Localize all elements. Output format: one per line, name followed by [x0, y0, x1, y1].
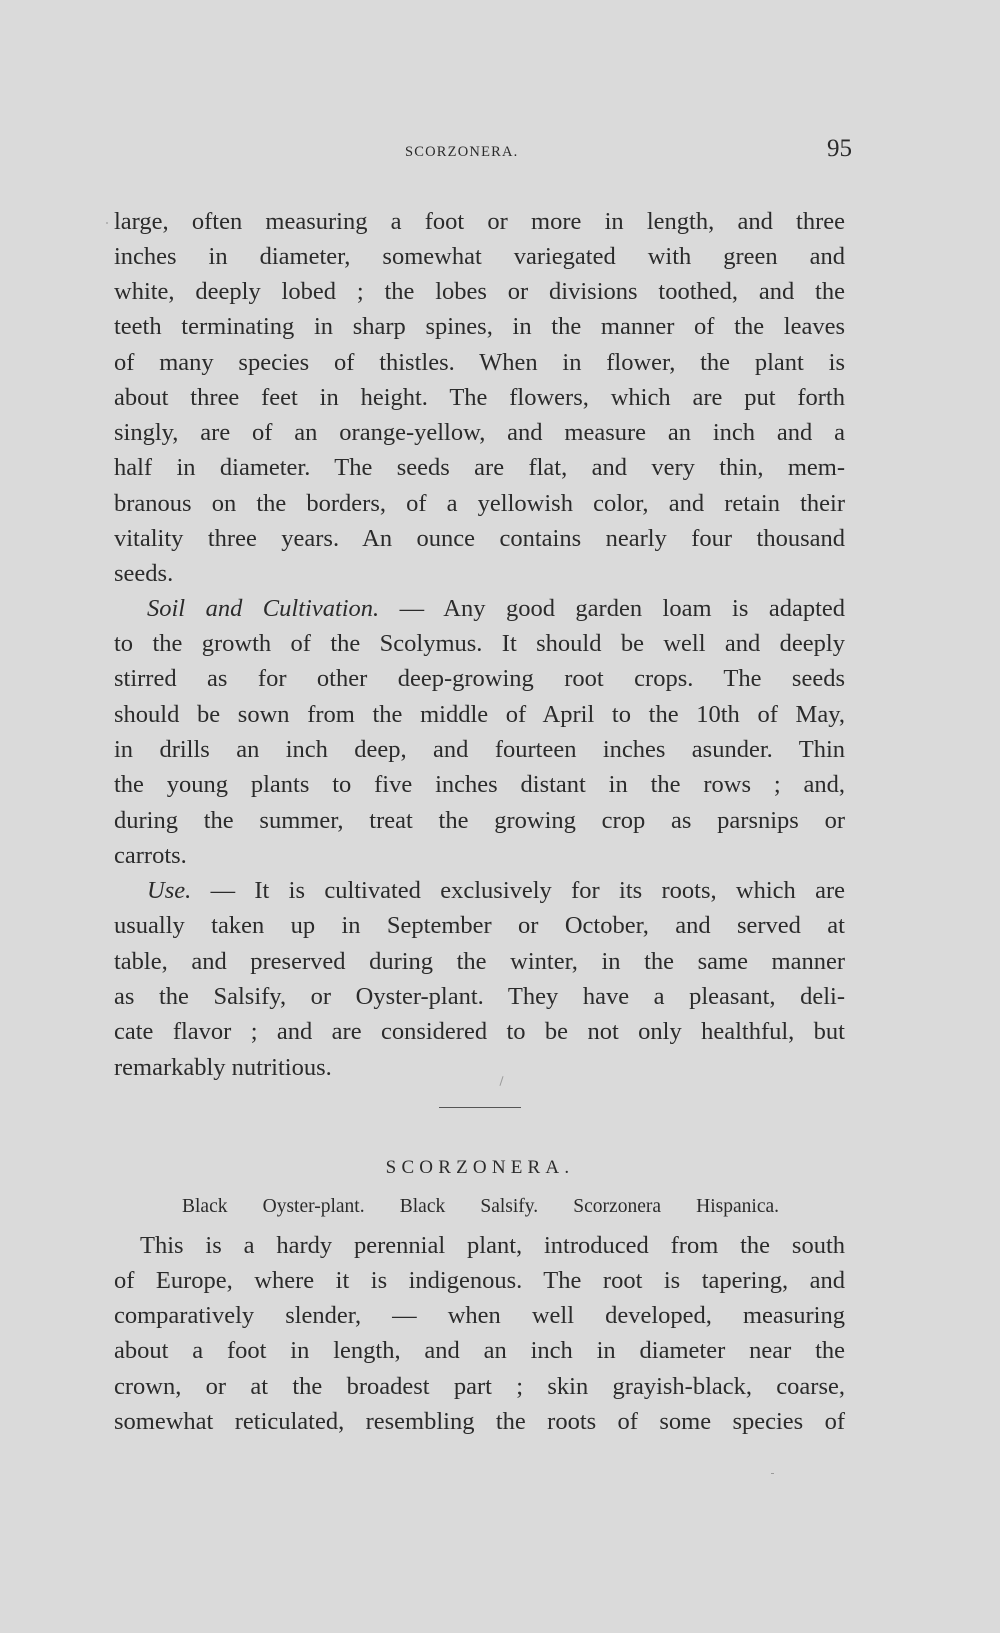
- text-line: in drills an inch deep, and fourteen inches asunder. Thin: [114, 736, 845, 763]
- text-line: of Europe, where it is indigenous. The root is tapering, and: [114, 1267, 845, 1294]
- text-line: This is a hardy perennial plant, introduced from the south: [140, 1232, 845, 1259]
- text-line: cate flavor ; and are considered to be not only healthful, but: [114, 1018, 845, 1045]
- text-line: teeth terminating in sharp spines, in the manner of the leaves: [114, 313, 845, 340]
- scan-speck: [106, 222, 108, 224]
- text-line: white, deeply lobed ; the lobes or divisions toothed, and the: [114, 278, 845, 305]
- text-span: — Any good garden loam is adapted: [399, 595, 846, 622]
- page-number: 95: [827, 135, 852, 162]
- text-line: singly, are of an orange-yellow, and measure an inch and a: [114, 419, 845, 446]
- text-line: the young plants to five inches distant in the rows ; and,: [114, 771, 845, 798]
- text-line: large, often measuring a foot or more in length, and three: [114, 208, 845, 235]
- use-heading: Use.: [147, 877, 192, 904]
- text-line: stirred as for other deep-growing root crops. The seeds: [114, 665, 845, 692]
- text-line: half in diameter. The seeds are flat, and very thin, mem-: [114, 454, 845, 481]
- running-head: SCORZONERA.: [405, 144, 519, 160]
- text-line: of many species of thistles. When in flower, the plant is: [114, 349, 845, 376]
- soil-cultivation-heading: Soil and Cultivation.: [147, 595, 380, 622]
- text-line: about a foot in length, and an inch in diameter near the: [114, 1337, 845, 1364]
- text-line: as the Salsify, or Oyster-plant. They have a pleasant, deli-: [114, 983, 845, 1010]
- text-line: remarkably nutritious.: [114, 1054, 332, 1081]
- section-divider: [439, 1107, 521, 1108]
- text-line: carrots.: [114, 842, 187, 869]
- scan-speck: [771, 1473, 774, 1474]
- text-line: inches in diameter, somewhat variegated with green and: [114, 243, 845, 270]
- text-line: to the growth of the Scolymus. It should be well and deeply: [114, 630, 845, 657]
- text-line: about three feet in height. The flowers, which are put forth: [114, 384, 845, 411]
- text-line: somewhat reticulated, resembling the roots of some species of: [114, 1408, 845, 1435]
- text-line: seeds.: [114, 560, 174, 587]
- text-line: usually taken up in September or October, and served at: [114, 912, 845, 939]
- section-title: SCORZONERA.: [385, 1157, 575, 1178]
- text-line: vitality three years. An ounce contains nearly four thousand: [114, 525, 845, 552]
- section-subtitle: Black Oyster-plant. Black Salsify. Scorzonera Hispanica.: [182, 1196, 779, 1217]
- text-line: crown, or at the broadest part ; skin grayish-black, coarse,: [114, 1373, 845, 1400]
- text-line: [147, 877, 845, 905]
- text-line: branous on the borders, of a yellowish color, and retain their: [114, 490, 845, 517]
- text-line: table, and preserved during the winter, in the same manner: [114, 948, 845, 975]
- text-span: — It is cultivated exclusively for its roots, which are: [210, 877, 846, 904]
- text-line: should be sown from the middle of April to the 10th of May,: [114, 701, 845, 728]
- text-line: [147, 595, 845, 623]
- text-line: comparatively slender, — when well developed, measuring: [114, 1302, 845, 1329]
- text-line: during the summer, treat the growing crop as parsnips or: [114, 807, 845, 834]
